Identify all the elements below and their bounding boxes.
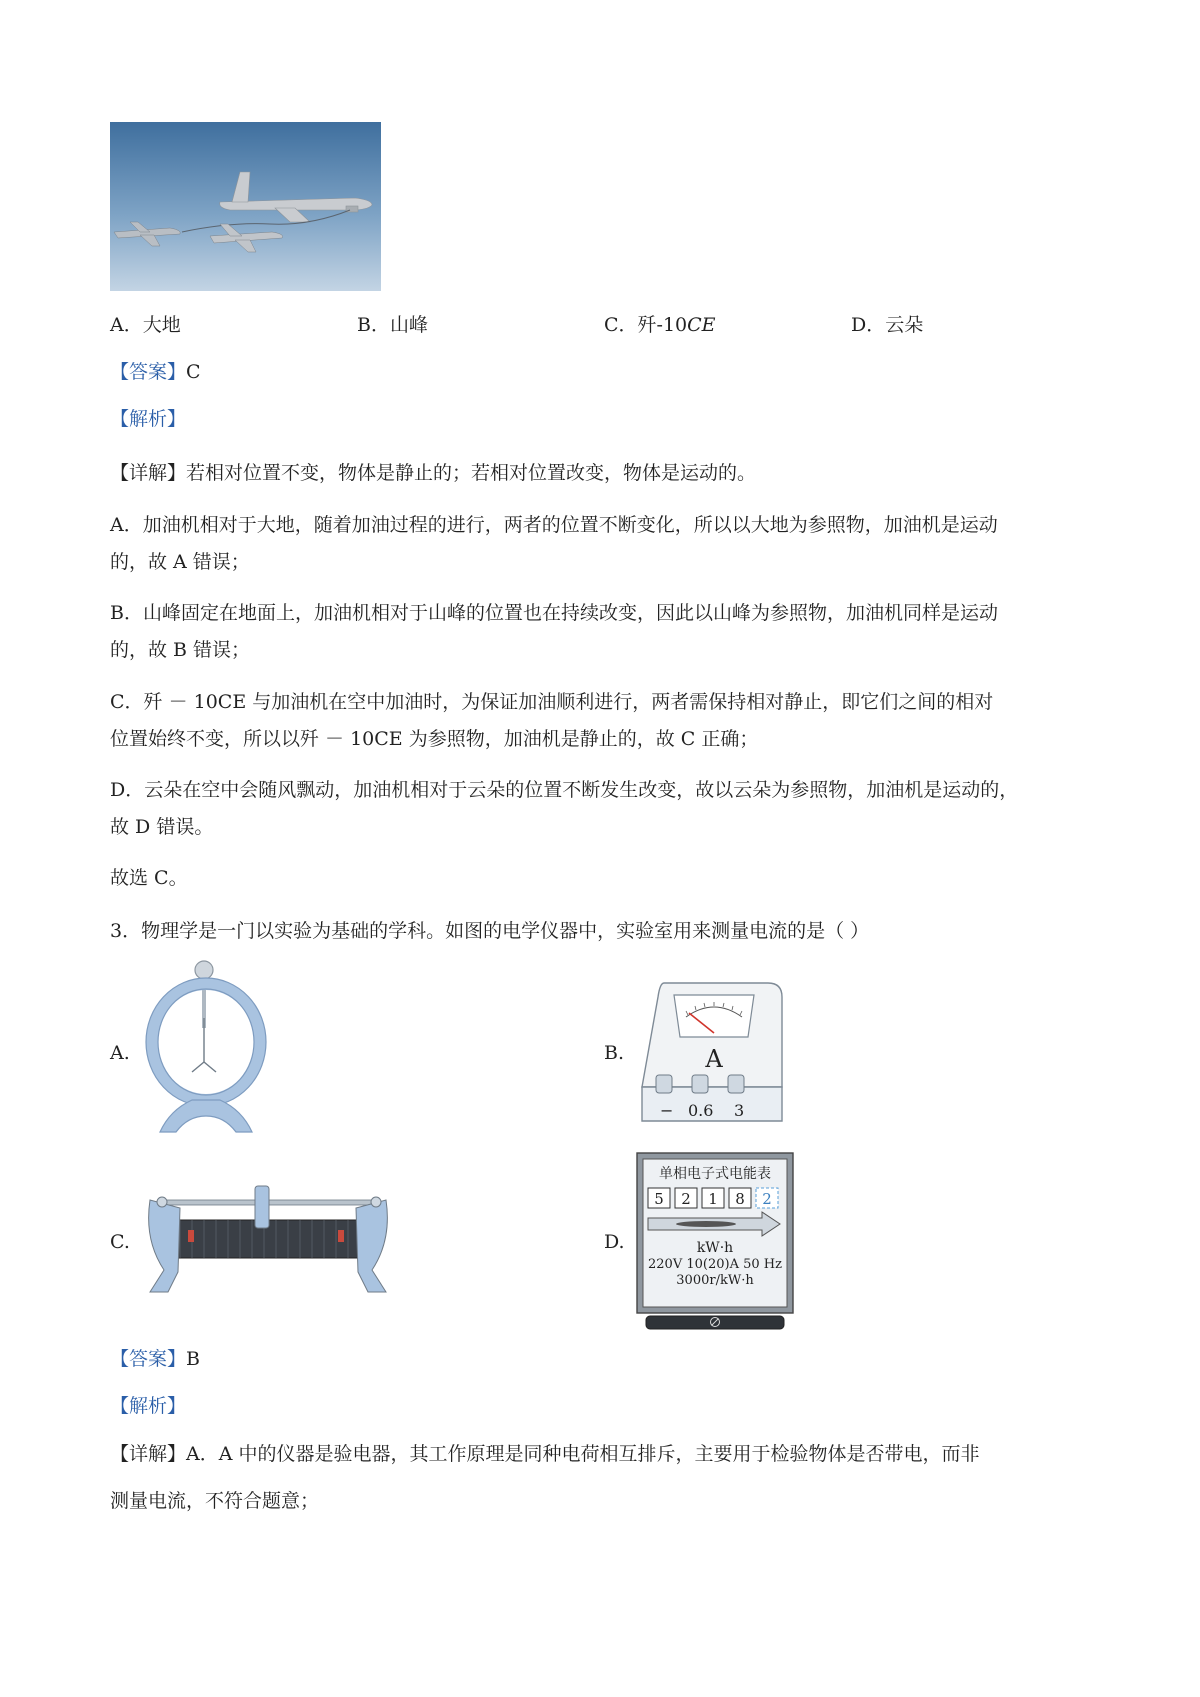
q2-option-d: D．云朵 <box>851 314 924 336</box>
q3-answer-line <box>110 1346 200 1372</box>
meter-spec-2: 3000r/kW·h <box>676 1273 754 1288</box>
q3-label-b: B. <box>604 1042 625 1064</box>
q2-option-a: A．大地 <box>110 314 181 336</box>
q2-a-explanation-2: 的，故 A 错误； <box>110 551 250 573</box>
refueling-aircraft-photo <box>110 122 381 291</box>
q2-b-explanation-2: 的，故 B 错误； <box>110 639 251 661</box>
q2-b-explanation-1: B．山峰固定在地面上，加油机相对于山峰的位置也在持续改变，因此以山峰为参照物，加油机同样是运动 <box>110 602 998 624</box>
q2-c-explanation-2: 位置始终不变，所以以歼 － 10CE 为参照物，加油机是静止的，故 C 正确； <box>110 728 759 750</box>
q2-c-explanation-1: C．歼 － 10CE 与加油机在空中加油时，为保证加油顺利进行，两者需保持相对静止，即它们之间的相对 <box>110 691 994 713</box>
meter-digit-4: 8 <box>735 1190 745 1208</box>
q3-question: 3．物理学是一门以实验为基础的学科。如图的电学仪器中，实验室用来测量电流的是（ ） <box>110 920 870 942</box>
q2-d-explanation-2: 故 D 错误。 <box>110 816 214 838</box>
q2-option-b: B．山峰 <box>357 314 428 336</box>
q2-option-c: C．歼-10CE <box>604 314 716 336</box>
q2-detail-intro: 【详解】若相对位置不变，物体是静止的；若相对位置改变，物体是运动的。 <box>110 462 757 484</box>
q3-label-a: A. <box>110 1042 130 1064</box>
meter-digit-3: 1 <box>708 1190 718 1208</box>
answer-value: C <box>186 361 201 383</box>
q3-detail-line-1: 【详解】A．A 中的仪器是验电器，其工作原理是同种电荷相互排斥，主要用于检验物体是否带电，而非 <box>110 1443 980 1465</box>
meter-spec-1: 220V 10(20)A 50 Hz <box>648 1257 782 1272</box>
meter-digit-5: 2 <box>762 1190 772 1208</box>
meter-digit-2: 2 <box>681 1190 691 1208</box>
answer-value: B <box>186 1348 200 1370</box>
q2-conclusion: 故选 C。 <box>110 867 188 889</box>
q2-d-explanation-1: D．云朵在空中会随风飘动，加油机相对于云朵的位置不断发生改变，故以云朵为参照物，加油机是运动的， <box>110 779 1019 801</box>
electroscope-image <box>140 960 270 1140</box>
q2-a-explanation-1: A．加油机相对于大地，随着加油过程的进行，两者的位置不断变化，所以以大地为参照物，加油机是运动 <box>110 514 998 536</box>
meter-unit: kW·h <box>696 1240 734 1256</box>
q3-detail-line-2: 测量电流，不符合题意； <box>110 1490 320 1512</box>
answer-tag: 【答案】 <box>110 361 187 383</box>
meter-digit-1: 5 <box>654 1190 664 1208</box>
ammeter-terminal-0.6: 0.6 <box>688 1101 714 1120</box>
q2-analysis-tag: 【解析】 <box>110 408 187 430</box>
ammeter-terminal-minus: − <box>660 1101 674 1120</box>
q2-option-c-italic: CE <box>687 314 716 336</box>
meter-title: 单相电子式电能表 <box>659 1166 771 1182</box>
q3-label-d: D. <box>604 1231 625 1253</box>
ammeter-image <box>636 975 788 1127</box>
rheostat-image <box>140 1180 398 1300</box>
ammeter-terminal-3: 3 <box>734 1101 745 1120</box>
q3-analysis-tag: 【解析】 <box>110 1395 187 1417</box>
energy-meter-image <box>636 1152 794 1330</box>
answer-tag: 【答案】 <box>110 1348 187 1370</box>
ammeter-letter: A <box>705 1045 723 1073</box>
q2-answer-line <box>110 359 201 385</box>
q3-label-c: C. <box>110 1231 130 1253</box>
